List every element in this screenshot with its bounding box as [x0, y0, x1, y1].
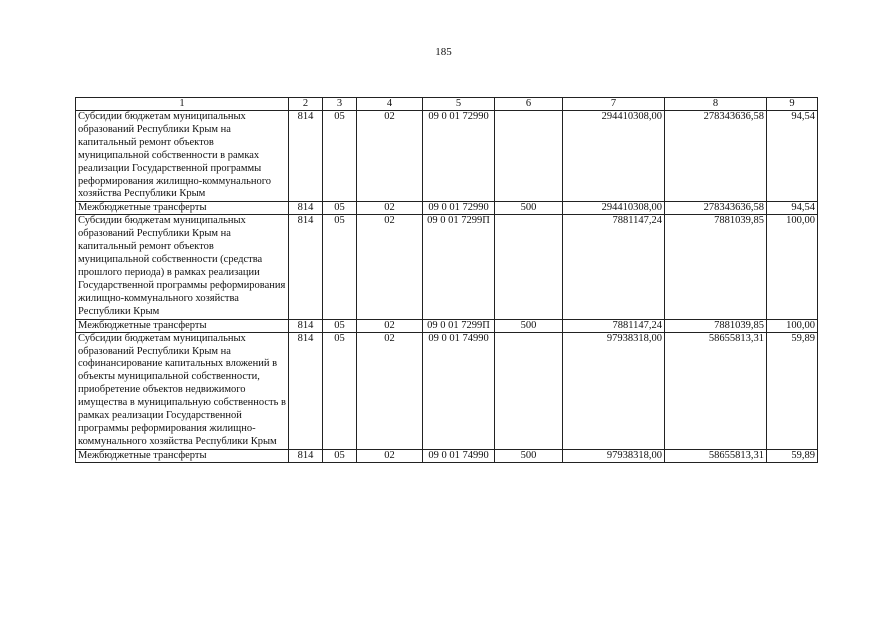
header-col-7: 7 [563, 98, 665, 111]
cell-execution-percent: 100,00 [767, 319, 818, 332]
cell-ministry-code: 814 [289, 215, 323, 319]
cell-section: 05 [323, 319, 357, 332]
table-row [76, 215, 818, 319]
table-row [76, 111, 818, 202]
header-col-9: 9 [767, 98, 818, 111]
cell-section: 05 [323, 111, 357, 202]
cell-target-article: 09 0 01 74990 [423, 332, 495, 449]
cell-target-article: 09 0 01 72990 [423, 202, 495, 215]
cell-subsection: 02 [357, 319, 423, 332]
row-name: Межбюджетные трансферты [76, 202, 289, 215]
page-number: 185 [435, 46, 452, 58]
header-row [76, 98, 818, 111]
cell-section: 05 [323, 215, 357, 319]
cell-executed-amount: 58655813,31 [665, 449, 767, 462]
cell-target-article: 09 0 01 72990 [423, 111, 495, 202]
cell-target-article: 09 0 01 74990 [423, 449, 495, 462]
cell-subsection: 02 [357, 215, 423, 319]
header-col-5: 5 [423, 98, 495, 111]
cell-executed-amount: 7881039,85 [665, 319, 767, 332]
cell-ministry-code: 814 [289, 332, 323, 449]
cell-ministry-code: 814 [289, 449, 323, 462]
cell-executed-amount: 278343636,58 [665, 111, 767, 202]
header-col-3: 3 [323, 98, 357, 111]
row-name: Субсидии бюджетам муниципальных образований Республики Крым на капитальный ремонт объектов муниципальной собственности в рамках реализации Государственной программы реформирования жилищно-коммунального хозяйства Республики Крым [76, 111, 289, 202]
cell-planned-amount: 97938318,00 [563, 332, 665, 449]
header-col-6: 6 [495, 98, 563, 111]
cell-expense-type [495, 332, 563, 449]
header-col-1: 1 [76, 98, 289, 111]
cell-execution-percent: 59,89 [767, 449, 818, 462]
row-name: Субсидии бюджетам муниципальных образований Республики Крым на капитальный ремонт объектов муниципальной собственности (средства прошлого периода) в рамках реализации Государственной программы реформирования жилищно-коммунального хозяйства Республики Крым [76, 215, 289, 319]
cell-planned-amount: 7881147,24 [563, 319, 665, 332]
cell-execution-percent: 94,54 [767, 202, 818, 215]
cell-target-article: 09 0 01 7299П [423, 215, 495, 319]
cell-execution-percent: 59,89 [767, 332, 818, 449]
cell-ministry-code: 814 [289, 202, 323, 215]
row-name: Субсидии бюджетам муниципальных образований Республики Крым на софинансирование капитальных вложений в объекты муниципальной собственности, приобретение объектов недвижимого имущества в муниципальную собственность в рамках реализации Государственной программы реформирования жилищно-коммунального хозяйства Республики Крым [76, 332, 289, 449]
cell-ministry-code: 814 [289, 111, 323, 202]
cell-target-article: 09 0 01 7299П [423, 319, 495, 332]
cell-expense-type [495, 215, 563, 319]
cell-planned-amount: 97938318,00 [563, 449, 665, 462]
cell-section: 05 [323, 202, 357, 215]
cell-section: 05 [323, 332, 357, 449]
cell-expense-type: 500 [495, 319, 563, 332]
cell-expense-type [495, 111, 563, 202]
row-name: Межбюджетные трансферты [76, 449, 289, 462]
cell-execution-percent: 100,00 [767, 215, 818, 319]
table-row [76, 202, 818, 215]
cell-expense-type: 500 [495, 202, 563, 215]
table-row [76, 319, 818, 332]
budget-table [75, 97, 818, 463]
cell-executed-amount: 58655813,31 [665, 332, 767, 449]
header-col-4: 4 [357, 98, 423, 111]
cell-planned-amount: 7881147,24 [563, 215, 665, 319]
cell-executed-amount: 7881039,85 [665, 215, 767, 319]
cell-planned-amount: 294410308,00 [563, 111, 665, 202]
cell-expense-type: 500 [495, 449, 563, 462]
header-col-8: 8 [665, 98, 767, 111]
cell-execution-percent: 94,54 [767, 111, 818, 202]
cell-ministry-code: 814 [289, 319, 323, 332]
row-name: Межбюджетные трансферты [76, 319, 289, 332]
cell-planned-amount: 294410308,00 [563, 202, 665, 215]
cell-subsection: 02 [357, 202, 423, 215]
cell-subsection: 02 [357, 332, 423, 449]
cell-subsection: 02 [357, 449, 423, 462]
cell-executed-amount: 278343636,58 [665, 202, 767, 215]
table-row [76, 332, 818, 449]
header-col-2: 2 [289, 98, 323, 111]
cell-section: 05 [323, 449, 357, 462]
table-row [76, 449, 818, 462]
cell-subsection: 02 [357, 111, 423, 202]
